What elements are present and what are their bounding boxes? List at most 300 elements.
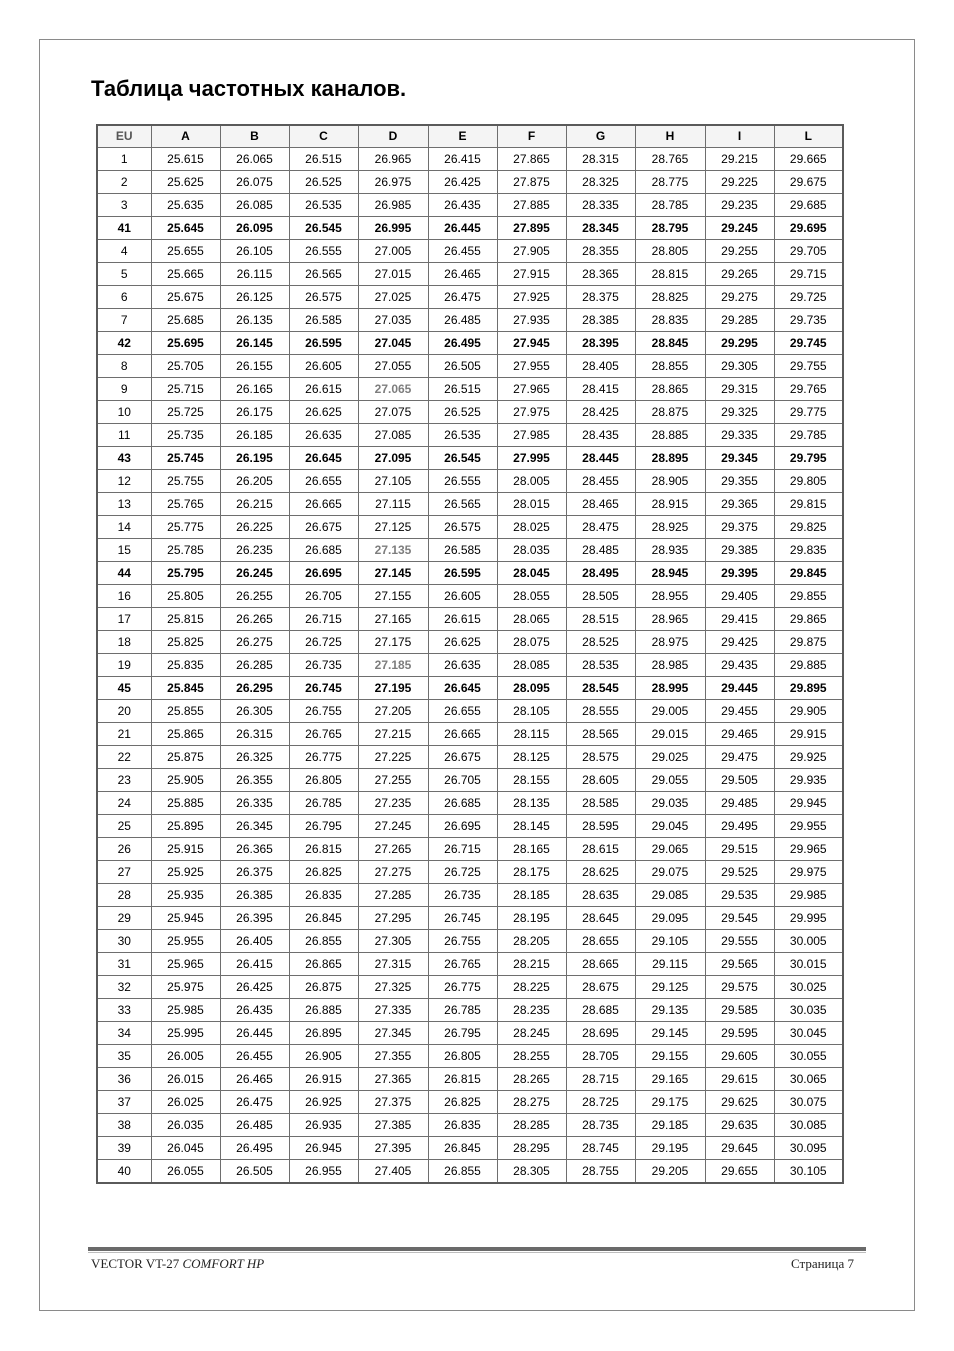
frequency-cell: 26.215 [220, 493, 289, 516]
frequency-cell: 26.555 [289, 240, 358, 263]
frequency-cell: 28.875 [635, 401, 705, 424]
frequency-cell: 28.885 [635, 424, 705, 447]
frequency-cell: 28.815 [635, 263, 705, 286]
frequency-cell: 27.155 [358, 585, 428, 608]
frequency-cell: 26.655 [289, 470, 358, 493]
frequency-cell: 25.845 [151, 677, 220, 700]
frequency-cell: 25.755 [151, 470, 220, 493]
frequency-cell: 28.655 [566, 930, 635, 953]
header-cell-i: I [705, 125, 774, 148]
frequency-cell: 28.745 [566, 1137, 635, 1160]
frequency-cell: 26.655 [428, 700, 497, 723]
frequency-cell: 26.475 [428, 286, 497, 309]
header-cell-a: A [151, 125, 220, 148]
frequency-cell: 28.015 [497, 493, 566, 516]
frequency-cell: 25.905 [151, 769, 220, 792]
frequency-cell: 25.685 [151, 309, 220, 332]
frequency-cell: 28.285 [497, 1114, 566, 1137]
frequency-cell: 26.075 [220, 171, 289, 194]
frequency-cell: 28.935 [635, 539, 705, 562]
table-row [97, 217, 843, 240]
frequency-cell: 27.935 [497, 309, 566, 332]
frequency-cell: 28.915 [635, 493, 705, 516]
frequency-cell: 28.945 [635, 562, 705, 585]
frequency-cell: 29.345 [705, 447, 774, 470]
table-row [97, 930, 843, 953]
frequency-cell: 29.265 [705, 263, 774, 286]
frequency-cell: 26.785 [428, 999, 497, 1022]
frequency-cell: 29.865 [774, 608, 843, 631]
frequency-cell: 28.185 [497, 884, 566, 907]
frequency-cell: 30.095 [774, 1137, 843, 1160]
table-row [97, 562, 843, 585]
frequency-cell: 29.185 [635, 1114, 705, 1137]
frequency-table [96, 124, 844, 1184]
frequency-cell: 27.225 [358, 746, 428, 769]
frequency-cell: 28.355 [566, 240, 635, 263]
frequency-cell: 27.235 [358, 792, 428, 815]
table-row [97, 1114, 843, 1137]
table-row [97, 148, 843, 171]
channel-number-cell: 35 [97, 1045, 151, 1068]
frequency-cell: 29.305 [705, 355, 774, 378]
frequency-cell: 28.445 [566, 447, 635, 470]
frequency-cell: 26.285 [220, 654, 289, 677]
frequency-cell: 29.385 [705, 539, 774, 562]
channel-number-cell: 6 [97, 286, 151, 309]
table-header [97, 125, 843, 148]
frequency-cell: 29.725 [774, 286, 843, 309]
frequency-cell: 25.915 [151, 838, 220, 861]
table-row [97, 884, 843, 907]
frequency-cell: 29.595 [705, 1022, 774, 1045]
frequency-cell: 27.095 [358, 447, 428, 470]
frequency-cell: 28.685 [566, 999, 635, 1022]
frequency-cell: 26.755 [428, 930, 497, 953]
frequency-cell: 28.265 [497, 1068, 566, 1091]
frequency-cell: 29.685 [774, 194, 843, 217]
frequency-cell: 26.775 [289, 746, 358, 769]
header-cell-e: E [428, 125, 497, 148]
frequency-cell: 26.345 [220, 815, 289, 838]
frequency-cell: 26.455 [428, 240, 497, 263]
frequency-cell: 28.775 [635, 171, 705, 194]
channel-number-cell: 25 [97, 815, 151, 838]
frequency-cell: 27.965 [497, 378, 566, 401]
footer-model-name: VECTOR VT-27 [91, 1256, 183, 1271]
channel-number-cell: 12 [97, 470, 151, 493]
frequency-cell: 26.855 [428, 1160, 497, 1184]
frequency-cell: 29.515 [705, 838, 774, 861]
frequency-cell: 29.665 [774, 148, 843, 171]
frequency-cell: 26.785 [289, 792, 358, 815]
frequency-cell: 28.565 [566, 723, 635, 746]
channel-number-cell: 29 [97, 907, 151, 930]
frequency-cell: 26.435 [220, 999, 289, 1022]
frequency-cell: 29.585 [705, 999, 774, 1022]
frequency-cell: 29.215 [705, 148, 774, 171]
frequency-cell: 26.625 [428, 631, 497, 654]
frequency-cell: 26.645 [428, 677, 497, 700]
frequency-cell: 30.075 [774, 1091, 843, 1114]
frequency-cell: 29.025 [635, 746, 705, 769]
frequency-cell: 29.825 [774, 516, 843, 539]
frequency-cell: 26.695 [289, 562, 358, 585]
table-row [97, 1091, 843, 1114]
frequency-cell: 29.445 [705, 677, 774, 700]
frequency-cell: 28.005 [497, 470, 566, 493]
channel-number-cell: 7 [97, 309, 151, 332]
frequency-cell: 29.605 [705, 1045, 774, 1068]
frequency-cell: 28.615 [566, 838, 635, 861]
frequency-cell: 26.245 [220, 562, 289, 585]
frequency-cell: 26.625 [289, 401, 358, 424]
frequency-cell: 29.465 [705, 723, 774, 746]
channel-number-cell: 31 [97, 953, 151, 976]
frequency-cell: 26.795 [289, 815, 358, 838]
frequency-cell: 29.635 [705, 1114, 774, 1137]
table-row [97, 999, 843, 1022]
frequency-cell: 29.145 [635, 1022, 705, 1045]
frequency-cell: 29.405 [705, 585, 774, 608]
frequency-cell: 26.515 [428, 378, 497, 401]
frequency-cell: 26.045 [151, 1137, 220, 1160]
channel-number-cell: 41 [97, 217, 151, 240]
frequency-cell: 29.935 [774, 769, 843, 792]
frequency-cell: 26.765 [428, 953, 497, 976]
frequency-cell: 29.395 [705, 562, 774, 585]
frequency-cell: 26.065 [220, 148, 289, 171]
frequency-cell: 27.075 [358, 401, 428, 424]
channel-number-cell: 20 [97, 700, 151, 723]
frequency-cell: 25.775 [151, 516, 220, 539]
table-row [97, 1160, 843, 1184]
frequency-cell: 29.815 [774, 493, 843, 516]
table-row [97, 1137, 843, 1160]
frequency-cell: 25.815 [151, 608, 220, 631]
frequency-cell: 26.325 [220, 746, 289, 769]
table-row [97, 723, 843, 746]
frequency-cell: 29.135 [635, 999, 705, 1022]
frequency-cell: 28.295 [497, 1137, 566, 1160]
frequency-cell: 29.975 [774, 861, 843, 884]
frequency-cell: 27.275 [358, 861, 428, 884]
frequency-cell: 25.765 [151, 493, 220, 516]
frequency-cell: 30.085 [774, 1114, 843, 1137]
table-row [97, 286, 843, 309]
frequency-cell: 26.455 [220, 1045, 289, 1068]
frequency-cell: 29.155 [635, 1045, 705, 1068]
frequency-cell: 26.825 [289, 861, 358, 884]
frequency-cell: 29.105 [635, 930, 705, 953]
frequency-cell: 28.645 [566, 907, 635, 930]
frequency-cell: 28.625 [566, 861, 635, 884]
frequency-cell: 25.705 [151, 355, 220, 378]
frequency-cell: 29.535 [705, 884, 774, 907]
channel-number-cell: 28 [97, 884, 151, 907]
frequency-cell: 28.225 [497, 976, 566, 999]
frequency-cell: 28.455 [566, 470, 635, 493]
frequency-cell: 26.515 [289, 148, 358, 171]
frequency-cell: 26.105 [220, 240, 289, 263]
frequency-cell: 26.355 [220, 769, 289, 792]
frequency-cell: 27.145 [358, 562, 428, 585]
frequency-cell: 27.345 [358, 1022, 428, 1045]
table-row [97, 654, 843, 677]
frequency-cell: 27.875 [497, 171, 566, 194]
frequency-cell: 29.435 [705, 654, 774, 677]
frequency-cell: 28.335 [566, 194, 635, 217]
frequency-cell: 28.785 [635, 194, 705, 217]
frequency-cell: 26.535 [428, 424, 497, 447]
frequency-cell: 26.695 [428, 815, 497, 838]
frequency-cell: 27.135 [358, 539, 428, 562]
frequency-cell: 28.025 [497, 516, 566, 539]
channel-number-cell: 16 [97, 585, 151, 608]
frequency-cell: 26.415 [220, 953, 289, 976]
frequency-cell: 27.395 [358, 1137, 428, 1160]
frequency-cell: 26.495 [428, 332, 497, 355]
frequency-cell: 26.095 [220, 217, 289, 240]
frequency-cell: 26.645 [289, 447, 358, 470]
frequency-cell: 28.395 [566, 332, 635, 355]
header-row [97, 125, 843, 148]
frequency-cell: 26.565 [428, 493, 497, 516]
table-body [97, 148, 843, 1184]
frequency-cell: 26.675 [428, 746, 497, 769]
frequency-cell: 28.105 [497, 700, 566, 723]
frequency-cell: 29.625 [705, 1091, 774, 1114]
frequency-cell: 26.875 [289, 976, 358, 999]
frequency-cell: 26.255 [220, 585, 289, 608]
frequency-cell: 28.905 [635, 470, 705, 493]
frequency-cell: 29.525 [705, 861, 774, 884]
frequency-cell: 28.175 [497, 861, 566, 884]
frequency-cell: 26.675 [289, 516, 358, 539]
frequency-cell: 28.415 [566, 378, 635, 401]
frequency-cell: 26.395 [220, 907, 289, 930]
frequency-cell: 28.735 [566, 1114, 635, 1137]
frequency-cell: 25.955 [151, 930, 220, 953]
frequency-cell: 28.085 [497, 654, 566, 677]
frequency-cell: 28.035 [497, 539, 566, 562]
frequency-cell: 29.085 [635, 884, 705, 907]
table-row [97, 608, 843, 631]
table-row [97, 470, 843, 493]
frequency-cell: 29.915 [774, 723, 843, 746]
frequency-cell: 30.035 [774, 999, 843, 1022]
frequency-cell: 26.055 [151, 1160, 220, 1184]
channel-number-cell: 21 [97, 723, 151, 746]
frequency-cell: 29.695 [774, 217, 843, 240]
frequency-cell: 29.245 [705, 217, 774, 240]
frequency-cell: 26.415 [428, 148, 497, 171]
frequency-cell: 25.675 [151, 286, 220, 309]
frequency-cell: 28.155 [497, 769, 566, 792]
frequency-cell: 25.865 [151, 723, 220, 746]
frequency-cell: 26.435 [428, 194, 497, 217]
channel-number-cell: 33 [97, 999, 151, 1022]
frequency-cell: 28.895 [635, 447, 705, 470]
header-cell-g: G [566, 125, 635, 148]
table-row [97, 838, 843, 861]
frequency-cell: 28.535 [566, 654, 635, 677]
frequency-cell: 28.515 [566, 608, 635, 631]
frequency-cell: 27.955 [497, 355, 566, 378]
frequency-cell: 28.195 [497, 907, 566, 930]
table-row [97, 1022, 843, 1045]
frequency-cell: 27.175 [358, 631, 428, 654]
frequency-cell: 25.645 [151, 217, 220, 240]
frequency-cell: 28.665 [566, 953, 635, 976]
frequency-cell: 28.675 [566, 976, 635, 999]
frequency-cell: 29.565 [705, 953, 774, 976]
frequency-cell: 29.015 [635, 723, 705, 746]
frequency-cell: 29.415 [705, 608, 774, 631]
frequency-cell: 26.185 [220, 424, 289, 447]
frequency-cell: 29.375 [705, 516, 774, 539]
frequency-cell: 29.055 [635, 769, 705, 792]
frequency-cell: 28.715 [566, 1068, 635, 1091]
table-row [97, 1045, 843, 1068]
frequency-cell: 26.635 [428, 654, 497, 677]
frequency-cell: 26.865 [289, 953, 358, 976]
frequency-cell: 25.805 [151, 585, 220, 608]
frequency-cell: 28.365 [566, 263, 635, 286]
channel-number-cell: 38 [97, 1114, 151, 1137]
frequency-cell: 27.125 [358, 516, 428, 539]
frequency-cell: 26.665 [428, 723, 497, 746]
channel-number-cell: 10 [97, 401, 151, 424]
frequency-cell: 28.115 [497, 723, 566, 746]
frequency-cell: 29.125 [635, 976, 705, 999]
channel-number-cell: 43 [97, 447, 151, 470]
channel-number-cell: 39 [97, 1137, 151, 1160]
frequency-cell: 28.765 [635, 148, 705, 171]
frequency-cell: 26.605 [289, 355, 358, 378]
frequency-cell: 29.235 [705, 194, 774, 217]
frequency-cell: 29.005 [635, 700, 705, 723]
frequency-cell: 27.045 [358, 332, 428, 355]
frequency-cell: 27.315 [358, 953, 428, 976]
frequency-cell: 25.925 [151, 861, 220, 884]
frequency-cell: 26.735 [289, 654, 358, 677]
frequency-cell: 28.055 [497, 585, 566, 608]
frequency-cell: 26.925 [289, 1091, 358, 1114]
frequency-cell: 26.205 [220, 470, 289, 493]
frequency-cell: 29.425 [705, 631, 774, 654]
frequency-cell: 26.595 [289, 332, 358, 355]
frequency-cell: 26.195 [220, 447, 289, 470]
frequency-cell: 26.715 [428, 838, 497, 861]
frequency-cell: 27.355 [358, 1045, 428, 1068]
frequency-cell: 26.965 [358, 148, 428, 171]
table-row [97, 493, 843, 516]
frequency-cell: 26.935 [289, 1114, 358, 1137]
frequency-cell: 29.545 [705, 907, 774, 930]
frequency-cell: 29.845 [774, 562, 843, 585]
frequency-cell: 29.475 [705, 746, 774, 769]
footer-page-number: Страница 7 [790, 1256, 854, 1271]
frequency-cell: 26.745 [428, 907, 497, 930]
channel-number-cell: 4 [97, 240, 151, 263]
frequency-cell: 25.965 [151, 953, 220, 976]
frequency-cell: 26.475 [220, 1091, 289, 1114]
frequency-cell: 26.545 [289, 217, 358, 240]
channel-number-cell: 1 [97, 148, 151, 171]
frequency-cell: 29.485 [705, 792, 774, 815]
frequency-cell: 28.845 [635, 332, 705, 355]
frequency-cell: 29.555 [705, 930, 774, 953]
frequency-cell: 27.185 [358, 654, 428, 677]
frequency-cell: 28.755 [566, 1160, 635, 1184]
frequency-cell: 26.445 [220, 1022, 289, 1045]
frequency-cell: 26.665 [289, 493, 358, 516]
frequency-cell: 29.165 [635, 1068, 705, 1091]
frequency-cell: 27.265 [358, 838, 428, 861]
frequency-cell: 26.895 [289, 1022, 358, 1045]
frequency-cell: 27.885 [497, 194, 566, 217]
frequency-cell: 25.995 [151, 1022, 220, 1045]
frequency-cell: 29.045 [635, 815, 705, 838]
frequency-cell: 29.885 [774, 654, 843, 677]
frequency-cell: 27.255 [358, 769, 428, 792]
frequency-cell: 29.945 [774, 792, 843, 815]
frequency-cell: 26.005 [151, 1045, 220, 1068]
frequency-cell: 25.825 [151, 631, 220, 654]
table-row [97, 171, 843, 194]
frequency-cell: 27.085 [358, 424, 428, 447]
table-row [97, 976, 843, 999]
frequency-cell: 27.205 [358, 700, 428, 723]
frequency-cell: 27.025 [358, 286, 428, 309]
frequency-cell: 28.985 [635, 654, 705, 677]
frequency-cell: 28.545 [566, 677, 635, 700]
channel-number-cell: 14 [97, 516, 151, 539]
frequency-cell: 28.045 [497, 562, 566, 585]
frequency-cell: 29.355 [705, 470, 774, 493]
frequency-cell: 29.785 [774, 424, 843, 447]
table-row [97, 631, 843, 654]
frequency-cell: 26.975 [358, 171, 428, 194]
frequency-cell: 27.865 [497, 148, 566, 171]
frequency-cell: 28.695 [566, 1022, 635, 1045]
frequency-cell: 26.985 [358, 194, 428, 217]
frequency-cell: 29.765 [774, 378, 843, 401]
frequency-cell: 26.165 [220, 378, 289, 401]
header-cell-h: H [635, 125, 705, 148]
frequency-cell: 29.495 [705, 815, 774, 838]
frequency-cell: 26.135 [220, 309, 289, 332]
frequency-cell: 29.705 [774, 240, 843, 263]
frequency-cell: 29.575 [705, 976, 774, 999]
frequency-cell: 28.135 [497, 792, 566, 815]
footer-rule-thin [88, 1252, 866, 1253]
frequency-cell: 29.835 [774, 539, 843, 562]
frequency-cell: 26.815 [428, 1068, 497, 1091]
frequency-cell: 27.405 [358, 1160, 428, 1184]
frequency-cell: 26.845 [289, 907, 358, 930]
frequency-cell: 27.925 [497, 286, 566, 309]
channel-number-cell: 9 [97, 378, 151, 401]
frequency-cell: 29.775 [774, 401, 843, 424]
frequency-cell: 26.025 [151, 1091, 220, 1114]
frequency-cell: 26.485 [428, 309, 497, 332]
frequency-cell: 28.575 [566, 746, 635, 769]
frequency-cell: 26.595 [428, 562, 497, 585]
frequency-cell: 27.975 [497, 401, 566, 424]
frequency-cell: 30.005 [774, 930, 843, 953]
